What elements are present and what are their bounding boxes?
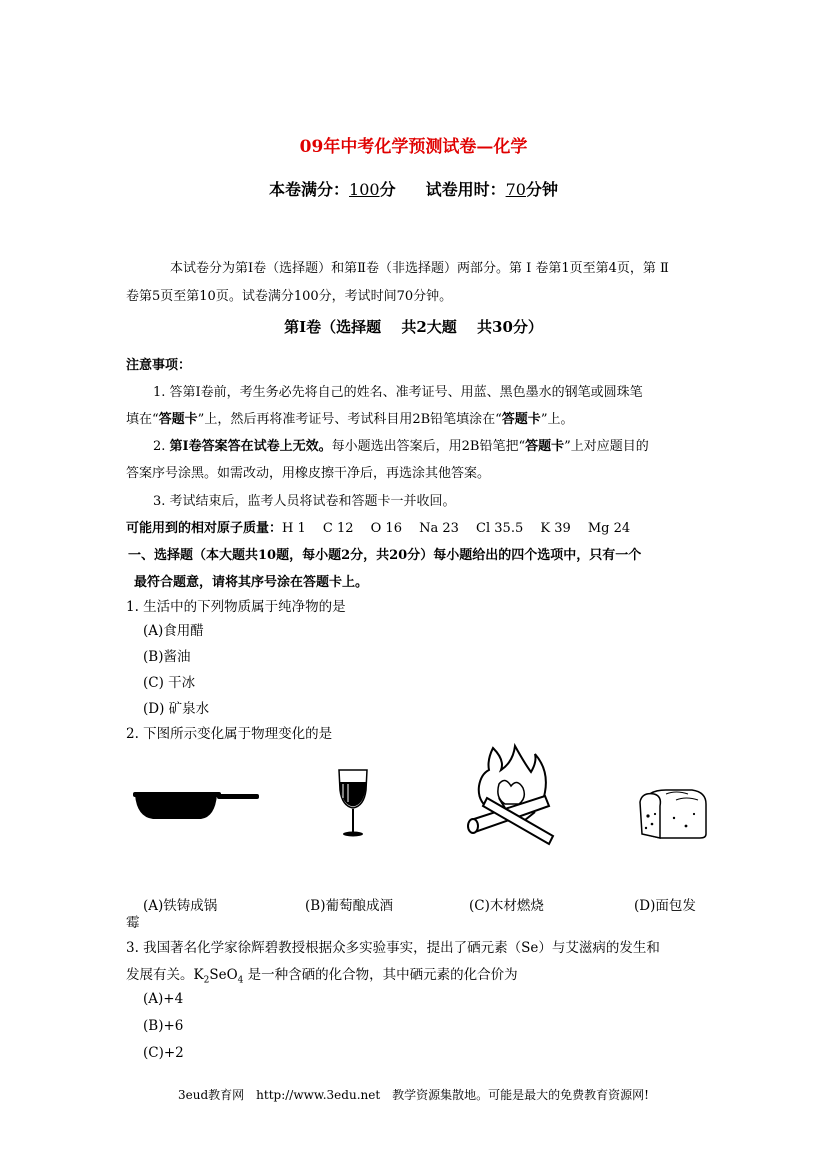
page-footer (0, 1086, 827, 1103)
time-value: 70 (505, 180, 526, 199)
question-3-line-2: 发展有关。$K_2SeO_4$ 是一种含硒的化合物，其中硒元素的化合价为 (126, 967, 518, 986)
note-1-line-2: 填在“答题卡”上，然后再将准考证号、考试科目用2B铅笔填涂在“答题卡”上。 (126, 412, 574, 427)
footer-slogan: 教学资源集散地。可能是最大的免费教育资源网! (392, 1088, 649, 1102)
question-1-option-c: (C) 干冰 (143, 675, 196, 691)
question-3-line-1: 3. 我国著名化学家徐辉碧教授根据众多实验事实，提出了硒元素（Se）与艾滋病的发生和 (126, 940, 660, 956)
atomic-mass-values: H 1 C 12 O 16 Na 23 Cl 35.5 K 39 Mg 24 (282, 521, 631, 536)
time-unit: 分钟 (525, 180, 558, 199)
question-1-stem: 1. 生活中的下列物质属于纯净物的是 (126, 599, 346, 615)
full-marks-unit: 分 (379, 180, 396, 199)
question-1-option-a: (A)食用醋 (143, 623, 204, 639)
frying-pan-icon (133, 785, 260, 825)
question-1-option-b: (B)酱油 (143, 649, 191, 665)
burning-wood-icon (465, 740, 560, 850)
exam-subtitle (0, 177, 827, 200)
time-label: 试卷用时： (425, 180, 506, 199)
exam-title: 09年中考化学预测试卷—化学 (299, 137, 528, 157)
intro-line-2: 卷第5页至第10页。试卷满分100分，考试时间70分钟。 (126, 289, 453, 304)
question-1-option-d: (D) 矿泉水 (143, 701, 210, 717)
notes-heading: 注意事项： (126, 358, 192, 373)
wine-glass-icon (336, 768, 370, 838)
question-2-caption-c: (C)木材燃烧 (469, 898, 544, 914)
footer-site: 3eud教育网 (178, 1088, 245, 1102)
footer-url[interactable]: http://www.3edu.net (256, 1088, 381, 1102)
note-2-line-1: 2. 第Ⅰ卷答案答在试卷上无效。每小题选出答案后，用2B铅笔把“答题卡”上对应题目的 (153, 439, 649, 454)
full-marks-label: 本卷满分： (269, 180, 350, 199)
question-3-option-a: (A)+4 (143, 991, 184, 1007)
full-marks-value: 100 (349, 180, 380, 199)
section-title: 第Ⅰ卷（选择题 共2大题 共30分） (284, 318, 543, 336)
answer-card-term: 答题卡 (501, 412, 541, 427)
atomic-mass-label: 可能用到的相对原子质量： (126, 521, 283, 536)
moldy-bread-icon (636, 786, 708, 840)
answer-card-term: 答题卡 (158, 412, 198, 427)
question-2-stem: 2. 下图所示变化属于物理变化的是 (126, 726, 333, 742)
note-2-line-2: 答案序号涂黑。如需改动，用橡皮擦干净后，再选涂其他答案。 (126, 466, 491, 481)
intro-line-1: 本试卷分为第Ⅰ卷（选择题）和第Ⅱ卷（非选择题）两部分。第 Ⅰ 卷第1页至第4页，第 Ⅱ (170, 261, 669, 276)
atomic-mass-line (126, 517, 630, 536)
question-2-caption-b: (B)葡萄酿成酒 (305, 898, 393, 914)
question-3-option-c: (C)+2 (143, 1045, 184, 1061)
note-3: 3. 考试结束后，监考人员将试卷和答题卡一并收回。 (153, 494, 456, 509)
question-2-caption-wrap: 霉 (126, 915, 140, 931)
part1-line-2: 最符合题意，请将其序号涂在答题卡上。 (134, 575, 369, 590)
part1-line-1: 一、选择题（本大题共10题，每小题2分，共20分）每小题给出的四个选项中，只有一个 (128, 548, 642, 563)
note-2-emphasis: 第Ⅰ卷答案答在试卷上无效。 (169, 439, 332, 454)
question-2-caption-a: (A)铁铸成锅 (143, 898, 218, 914)
note-1-line-1: 1. 答第Ⅰ卷前，考生务必先将自己的姓名、准考证号、用蓝、黑色墨水的钢笔或圆珠笔 (153, 385, 643, 400)
question-2-caption-d: (D)面包发 (634, 898, 696, 914)
answer-card-term: 答题卡 (525, 439, 565, 454)
question-3-option-b: (B)+6 (143, 1018, 184, 1034)
